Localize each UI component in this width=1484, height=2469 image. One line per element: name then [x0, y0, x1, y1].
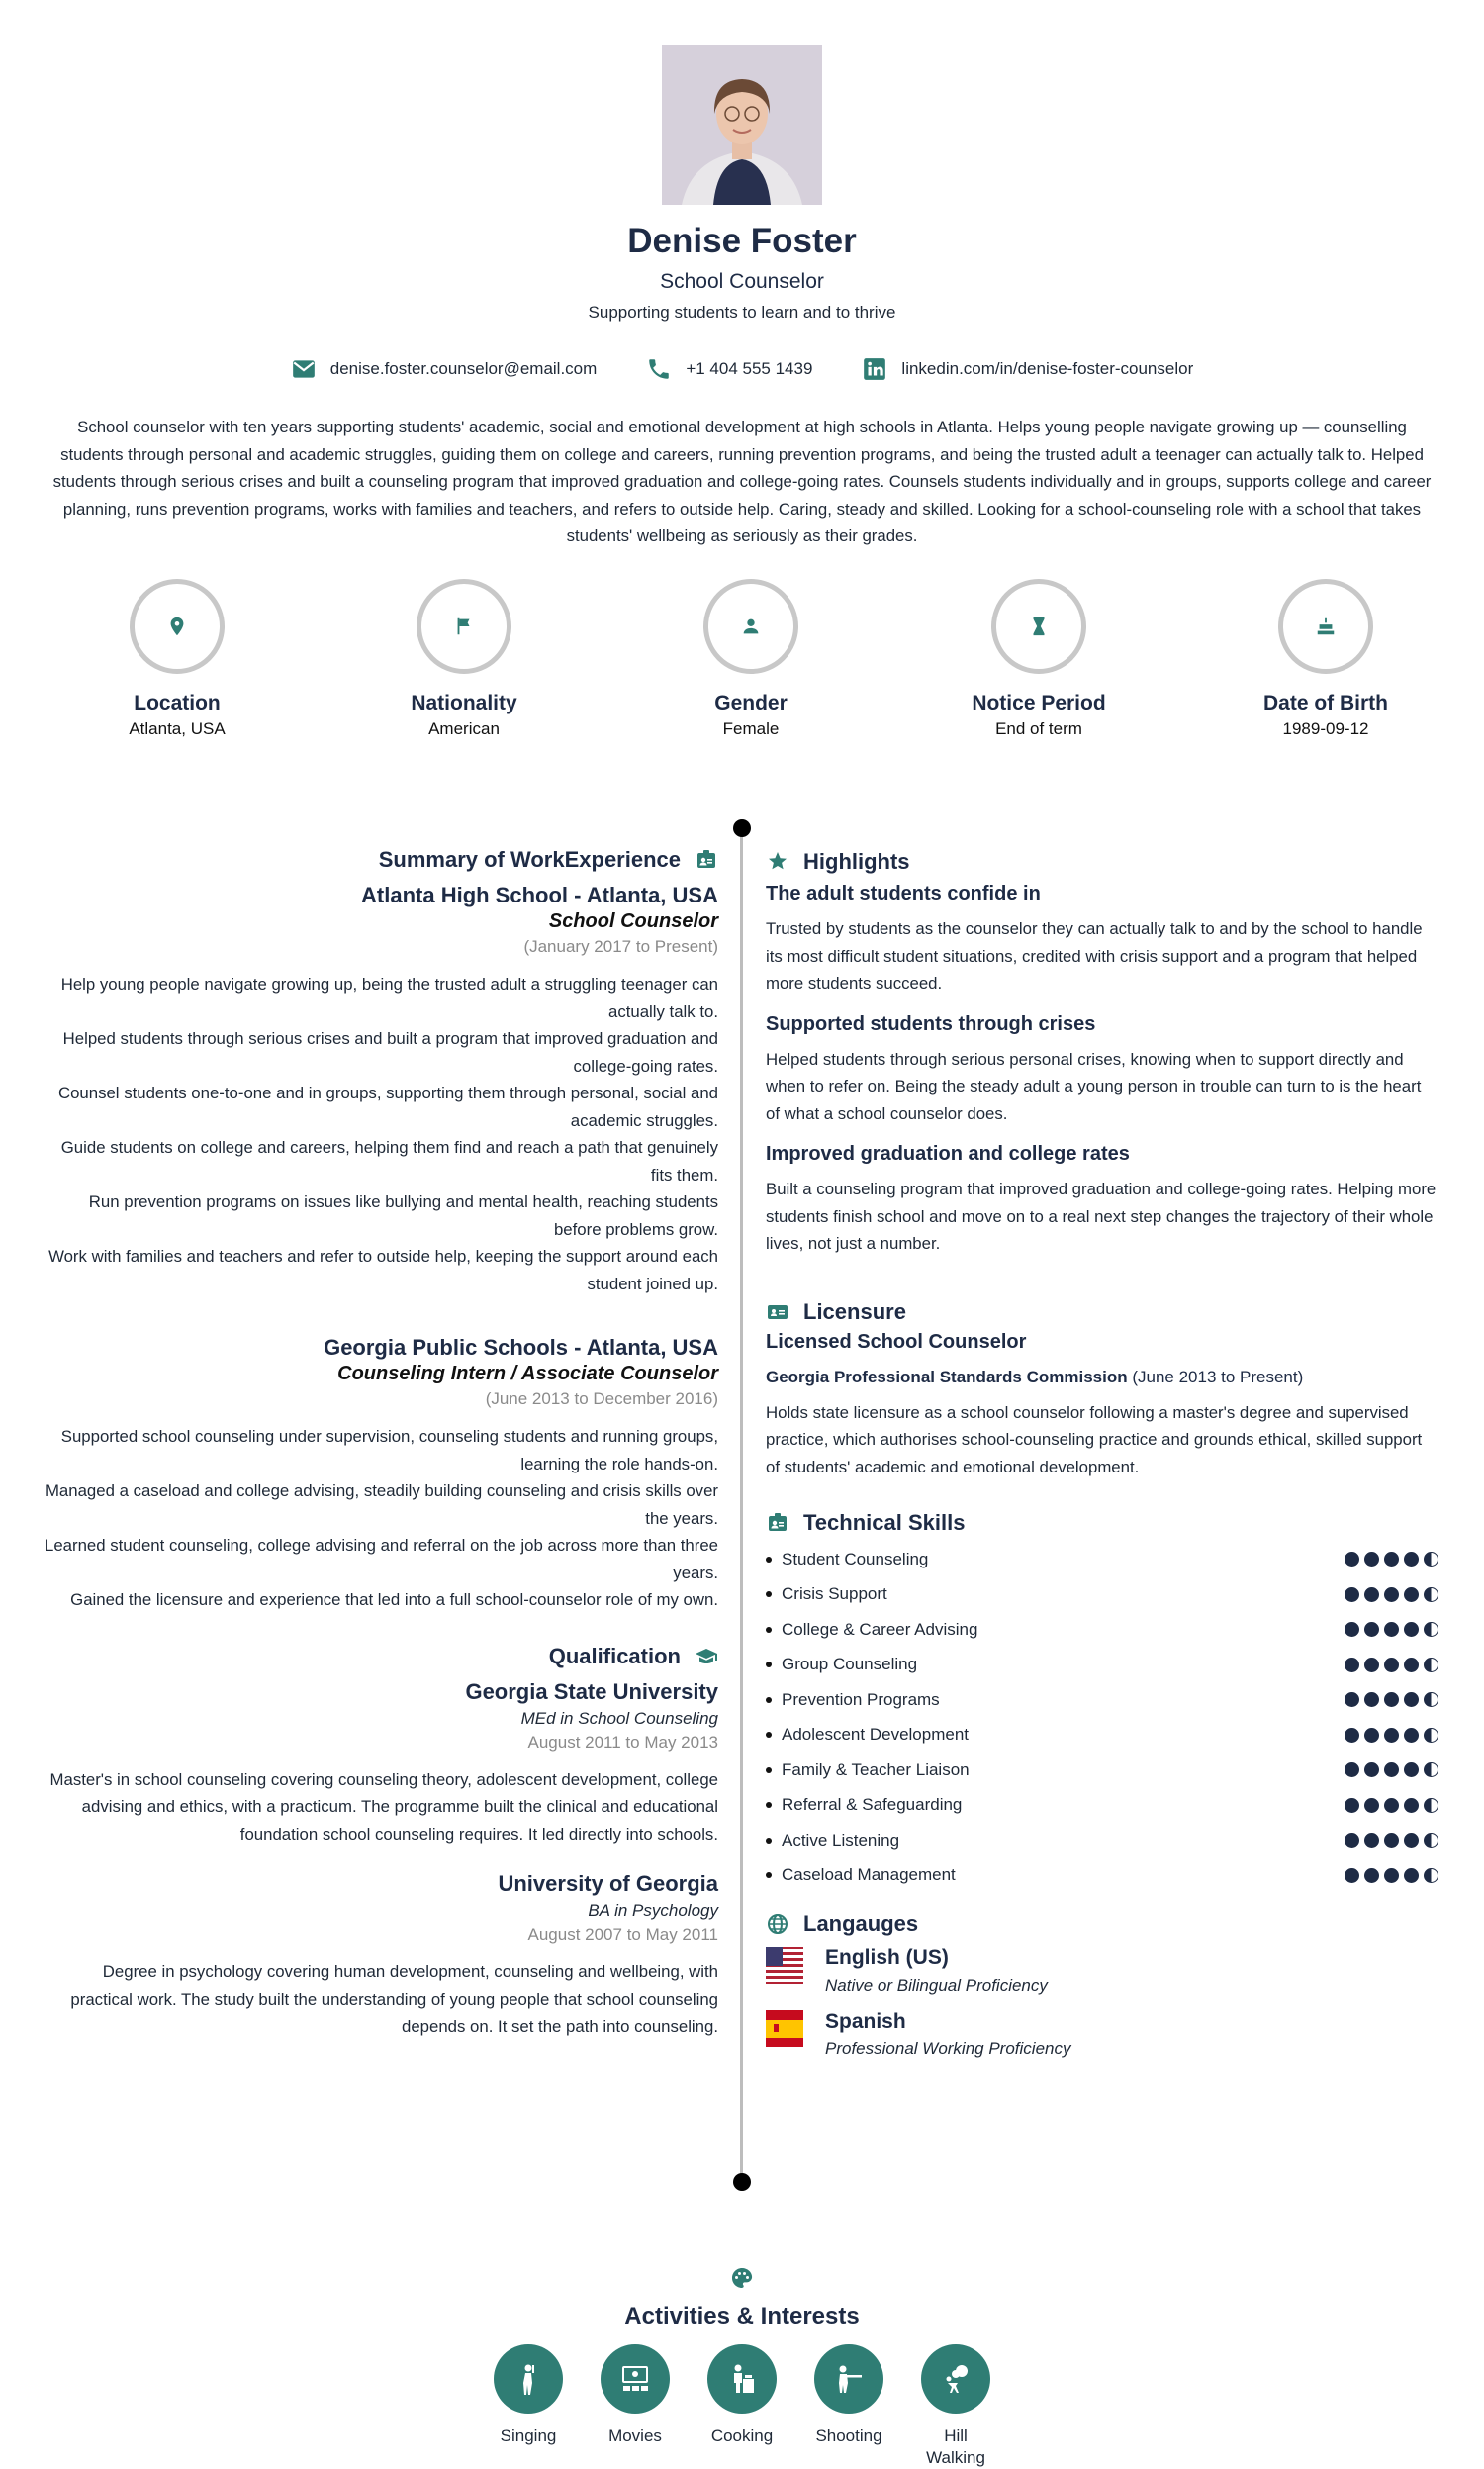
highlights-heading — [766, 849, 1438, 875]
skill-name: Student Counseling — [782, 1549, 929, 1568]
rating-dot — [1424, 1658, 1438, 1672]
education-school: Georgia State University — [465, 1678, 718, 1704]
skill-name: Crisis Support — [782, 1584, 887, 1604]
hill-walking-icon — [936, 2359, 975, 2399]
highlight-title: Improved graduation and college rates — [766, 1143, 1130, 1165]
fact-value: 1989-09-12 — [1282, 719, 1369, 738]
bullet-dot — [766, 1697, 772, 1703]
rating-dot — [1384, 1762, 1399, 1777]
rating-dot — [1345, 1552, 1359, 1567]
email-text[interactable]: denise.foster.counselor@email.com — [329, 359, 598, 378]
phone-icon — [646, 356, 672, 382]
licensure-heading-text: Licensure — [803, 1298, 906, 1324]
rating-dot — [1345, 1587, 1359, 1602]
email-icon — [291, 356, 317, 382]
us-flag-icon — [766, 1947, 803, 1984]
job-entry — [45, 883, 718, 1297]
rating-dot — [1404, 1728, 1419, 1743]
qualification-heading-text: Qualification — [548, 1643, 681, 1668]
education-degree: MEd in School Counseling — [520, 1708, 718, 1728]
languages-heading — [766, 1911, 1438, 1937]
skill-name-group — [766, 1550, 928, 1569]
job-bullet: Helped students through serious crises and built a program that improved graduation and college-going rates. — [62, 1029, 718, 1076]
contact-bar — [0, 356, 1484, 382]
rating-dot — [1404, 1762, 1419, 1777]
rating-dot — [1404, 1798, 1419, 1813]
fact-label: Location — [134, 692, 221, 714]
skill-rating — [1345, 1798, 1438, 1813]
hourglass-icon — [1028, 616, 1050, 637]
movies-icon — [615, 2359, 655, 2399]
candidate-name: Denise Foster — [627, 222, 857, 260]
star-badge-icon — [766, 850, 789, 874]
rating-dot — [1345, 1728, 1359, 1743]
birthday-cake-icon — [1315, 616, 1337, 637]
skill-row — [766, 1718, 1438, 1754]
bullet-dot — [766, 1767, 772, 1773]
activity-shooting — [814, 2344, 883, 2469]
linkedin-text[interactable]: linkedin.com/in/denise-foster-counselor — [901, 359, 1194, 378]
languages-heading-text: Langauges — [803, 1911, 919, 1936]
rating-dot — [1404, 1587, 1419, 1602]
rating-dot — [1424, 1622, 1438, 1637]
highlight-text: Helped students through serious personal crises, knowing when to support directly and when to refer on. Being the steady adult a young person in trouble can turn to is the heart of what a school counselor does. — [766, 1049, 1422, 1123]
skill-name-group — [766, 1831, 899, 1851]
skill-name-group — [766, 1795, 962, 1815]
license-card-icon — [766, 1300, 789, 1324]
education-description: Degree in psychology covering human development, counseling and wellbeing, with practical work. The study built the understanding of young people that school counseling depends on. It set the path into counseling. — [70, 1962, 718, 2036]
skill-name-group — [766, 1690, 940, 1710]
job-role: Counseling Intern / Associate Counselor — [337, 1363, 718, 1384]
rating-dot — [1424, 1728, 1438, 1743]
skill-rating — [1345, 1833, 1438, 1848]
timeline-top-dot — [733, 819, 751, 837]
skill-name-group — [766, 1725, 969, 1745]
qualification-heading — [45, 1644, 718, 1669]
rating-dot — [1384, 1587, 1399, 1602]
rating-dot — [1364, 1728, 1379, 1743]
fact-notice-period — [920, 579, 1158, 739]
rating-dot — [1364, 1622, 1379, 1637]
skills-heading — [766, 1510, 1438, 1536]
graduation-cap-icon — [695, 1645, 718, 1668]
bullet-dot — [766, 1802, 772, 1808]
rating-dot — [1364, 1868, 1379, 1883]
fact-value: Female — [722, 719, 780, 738]
highlights-heading-text: Highlights — [803, 849, 910, 874]
bullet-dot — [766, 1557, 772, 1563]
fact-label: Date of Birth — [1263, 692, 1388, 714]
right-column — [766, 849, 1438, 2059]
linkedin-icon — [862, 356, 887, 382]
rating-dot — [1424, 1762, 1438, 1777]
bullet-dot — [766, 1732, 772, 1738]
education-entry — [45, 1679, 718, 1849]
job-bullet: Managed a caseload and college advising, steadily building counseling and crisis skills over the years. — [45, 1481, 718, 1528]
rating-dot — [1345, 1762, 1359, 1777]
personal-facts — [0, 579, 1484, 757]
language-level: Native or Bilingual Proficiency — [825, 1976, 1048, 1995]
experience-heading-text: Summary of WorkExperience — [378, 847, 681, 872]
skill-name-group — [766, 1760, 970, 1780]
highlight-text: Trusted by students as the counselor they can actually talk to and by the school to handle its most difficult student situations, credited with crisis support and a program that helped more students succeed. — [766, 919, 1423, 993]
job-bullet: Learned student counseling, college advising and referral on the job across more than three years. — [45, 1536, 719, 1582]
rating-dot — [1384, 1552, 1399, 1567]
candidate-tagline: Supporting students to learn and to thrive — [588, 303, 896, 322]
rating-dot — [1364, 1762, 1379, 1777]
highlight-title: Supported students through crises — [766, 1012, 1096, 1035]
skill-row — [766, 1577, 1438, 1613]
rating-dot — [1384, 1692, 1399, 1707]
rating-dot — [1424, 1833, 1438, 1848]
skill-name: Prevention Programs — [782, 1689, 940, 1709]
language-item — [766, 1947, 1438, 1996]
activity-label: Hill Walking — [926, 2426, 985, 2467]
fact-value: American — [428, 719, 500, 738]
rating-dot — [1364, 1692, 1379, 1707]
rating-dot — [1404, 1868, 1419, 1883]
rating-dot — [1345, 1658, 1359, 1672]
skill-row — [766, 1682, 1438, 1718]
skill-rating — [1345, 1762, 1438, 1777]
rating-dot — [1345, 1622, 1359, 1637]
skill-row — [766, 1753, 1438, 1788]
language-level: Professional Working Proficiency — [825, 2040, 1071, 2058]
skill-rating — [1345, 1728, 1438, 1743]
education-degree: BA in Psychology — [588, 1901, 718, 1920]
job-employer: Georgia Public Schools - Atlanta, USA — [324, 1335, 718, 1360]
bullet-dot — [766, 1838, 772, 1844]
education-entry — [45, 1871, 718, 2041]
job-entry — [45, 1335, 718, 1614]
bullet-dot — [766, 1872, 772, 1878]
licensure-title: Licensed School Counselor — [766, 1330, 1027, 1353]
activity-label: Cooking — [710, 2426, 774, 2445]
skill-name: Referral & Safeguarding — [782, 1795, 963, 1815]
skill-name: Family & Teacher Liaison — [782, 1759, 970, 1779]
skill-row — [766, 1788, 1438, 1824]
activity-label: Singing — [500, 2426, 557, 2445]
job-bullet: Supported school counseling under supervision, counseling students and running groups, learning the role hands-on. — [60, 1427, 718, 1473]
education-description: Master's in school counseling covering counseling theory, adolescent development, college advising and ethics, with a practicum. The programme built the clinical and educational foundation school counseling requires. It led directly into schools. — [49, 1769, 718, 1844]
language-name: Spanish — [825, 2010, 906, 2033]
rating-dot — [1424, 1868, 1438, 1883]
fact-date-of-birth — [1207, 579, 1444, 739]
rating-dot — [1384, 1868, 1399, 1883]
skill-rating — [1345, 1622, 1438, 1637]
rating-dot — [1384, 1833, 1399, 1848]
skill-name-group — [766, 1655, 917, 1674]
contact-linkedin[interactable] — [862, 356, 1193, 382]
skill-name: College & Career Advising — [782, 1619, 978, 1639]
highlight-text: Built a counseling program that improved graduation and college-going rates. Helping more students finish school and move on to a real next step changes the trajectory of their whole lives, not just a number. — [766, 1180, 1437, 1253]
id-badge-icon — [695, 848, 718, 872]
skill-name-group — [766, 1865, 956, 1885]
skill-rating — [1345, 1587, 1438, 1602]
timeline-bottom-dot — [733, 2173, 751, 2191]
phone-text[interactable]: +1 404 555 1439 — [686, 359, 813, 378]
skill-rating — [1345, 1868, 1438, 1883]
skill-row — [766, 1612, 1438, 1648]
rating-dot — [1384, 1622, 1399, 1637]
fact-label: Gender — [714, 692, 788, 714]
skill-rating — [1345, 1552, 1438, 1567]
fact-label: Nationality — [411, 692, 517, 714]
spain-flag-icon — [766, 2010, 803, 2047]
skill-rating — [1345, 1658, 1438, 1672]
left-column — [45, 847, 718, 2041]
activity-label: Shooting — [815, 2426, 882, 2445]
palette-icon — [730, 2266, 754, 2290]
job-dates: (June 2013 to December 2016) — [485, 1389, 718, 1408]
skill-row — [766, 1542, 1438, 1577]
rating-dot — [1424, 1692, 1438, 1707]
skill-name: Active Listening — [782, 1830, 900, 1850]
activity-singing — [494, 2344, 563, 2469]
education-dates: August 2011 to May 2013 — [527, 1732, 718, 1752]
location-pin-icon — [166, 616, 188, 637]
rating-dot — [1345, 1798, 1359, 1813]
rating-dot — [1424, 1587, 1438, 1602]
skills-heading-text: Technical Skills — [803, 1510, 966, 1535]
licensure-text: Holds state licensure as a school counselor following a master's degree and supervised practice, which authorises school-counseling practice and grounds ethical, skilled support of students' academic and emotional development. — [766, 1402, 1423, 1476]
skills-list — [766, 1542, 1438, 1893]
activities-list — [0, 2344, 1484, 2469]
rating-dot — [1404, 1658, 1419, 1672]
job-bullet: Work with families and teachers and refer to outside help, keeping the support around each student joined up. — [48, 1247, 718, 1293]
rating-dot — [1345, 1833, 1359, 1848]
fact-value: End of term — [995, 719, 1082, 738]
fact-gender — [632, 579, 870, 739]
fact-location — [58, 579, 296, 739]
rating-dot — [1364, 1552, 1379, 1567]
rating-dot — [1364, 1587, 1379, 1602]
bullet-dot — [766, 1662, 772, 1667]
skill-name: Caseload Management — [782, 1865, 956, 1885]
language-item — [766, 2010, 1438, 2059]
licensure-heading — [766, 1299, 1438, 1325]
skill-name: Group Counseling — [782, 1655, 918, 1674]
candidate-title: School Counselor — [660, 270, 824, 293]
fact-nationality — [345, 579, 583, 739]
skill-name-group — [766, 1584, 887, 1604]
experience-heading — [45, 847, 718, 873]
rating-dot — [1404, 1552, 1419, 1567]
education-dates: August 2007 to May 2011 — [527, 1925, 718, 1944]
rating-dot — [1404, 1833, 1419, 1848]
job-bullet: Run prevention programs on issues like bullying and mental health, reaching students before problems grow. — [88, 1192, 718, 1239]
bullet-dot — [766, 1627, 772, 1633]
job-role: School Counselor — [548, 910, 718, 932]
activity-hill-walking — [921, 2344, 990, 2469]
cooking-icon — [722, 2359, 762, 2399]
rating-dot — [1345, 1868, 1359, 1883]
rating-dot — [1404, 1622, 1419, 1637]
rating-dot — [1364, 1833, 1379, 1848]
person-icon — [740, 616, 762, 637]
globe-icon — [766, 1912, 789, 1936]
skill-row — [766, 1823, 1438, 1858]
timeline-divider — [740, 827, 743, 2181]
rating-dot — [1424, 1798, 1438, 1813]
rating-dot — [1404, 1692, 1419, 1707]
activities-heading: Activities & Interests — [624, 2303, 860, 2329]
rating-dot — [1364, 1658, 1379, 1672]
fact-label: Notice Period — [972, 692, 1106, 714]
highlight-title: The adult students confide in — [766, 883, 1041, 904]
job-dates: (January 2017 to Present) — [523, 937, 718, 956]
fact-value: Atlanta, USA — [129, 719, 226, 738]
job-bullet: Help young people navigate growing up, being the trusted adult a struggling teenager can actually talk to. — [60, 975, 718, 1021]
job-bullet: Guide students on college and careers, helping them find and reach a path that genuinely fits them. — [60, 1138, 718, 1185]
profile-summary: School counselor with ten years supporting students' academic, social and emotional development at high schools in Atlanta. Helps young people navigate growing up — counselling students through personal and academic struggles, guiding them on college and careers, running prevention programs, and being the trusted adult a teenager can actually talk to. Helped students through serious crises and built a counseling program that improved graduation and college-going rates. Counsels students individually and in groups, supports college and career planning, runs prevention programs, works with families and teachers, and refers to outside help. Caring, steady and skilled. Looking for a school-counseling role with a school that takes students' wellbeing as seriously as their grades. — [52, 418, 1432, 545]
skill-name: Adolescent Development — [782, 1725, 970, 1745]
activity-movies — [601, 2344, 670, 2469]
licensure-issuer: Georgia Professional Standards Commission — [766, 1367, 1128, 1386]
rating-dot — [1384, 1798, 1399, 1813]
contact-phone[interactable] — [646, 356, 812, 382]
skill-rating — [1345, 1692, 1438, 1707]
education-school: University of Georgia — [498, 1871, 718, 1896]
activity-label: Movies — [608, 2426, 662, 2445]
rating-dot — [1384, 1728, 1399, 1743]
licensure-dates: (June 2013 to Present) — [1132, 1367, 1304, 1386]
skill-name-group — [766, 1620, 977, 1640]
shooting-icon — [829, 2359, 869, 2399]
activities-section — [0, 2266, 1484, 2469]
bullet-dot — [766, 1591, 772, 1597]
flag-icon — [453, 616, 475, 637]
contact-email[interactable] — [291, 356, 598, 382]
language-name: English (US) — [825, 1947, 949, 1969]
job-employer: Atlanta High School - Atlanta, USA — [361, 883, 718, 907]
skill-row — [766, 1648, 1438, 1683]
activity-cooking — [707, 2344, 777, 2469]
job-bullet: Counsel students one-to-one and in groups, supporting them through personal, social and academic struggles. — [57, 1084, 718, 1130]
id-badge-icon — [766, 1511, 789, 1535]
job-bullet: Gained the licensure and experience that led into a full school-counselor role of my own. — [70, 1590, 718, 1609]
licensure-issuer-line — [766, 1368, 1438, 1387]
rating-dot — [1345, 1692, 1359, 1707]
singing-icon — [509, 2359, 548, 2399]
rating-dot — [1424, 1552, 1438, 1567]
avatar — [662, 45, 822, 205]
rating-dot — [1364, 1798, 1379, 1813]
rating-dot — [1384, 1658, 1399, 1672]
skill-row — [766, 1858, 1438, 1894]
